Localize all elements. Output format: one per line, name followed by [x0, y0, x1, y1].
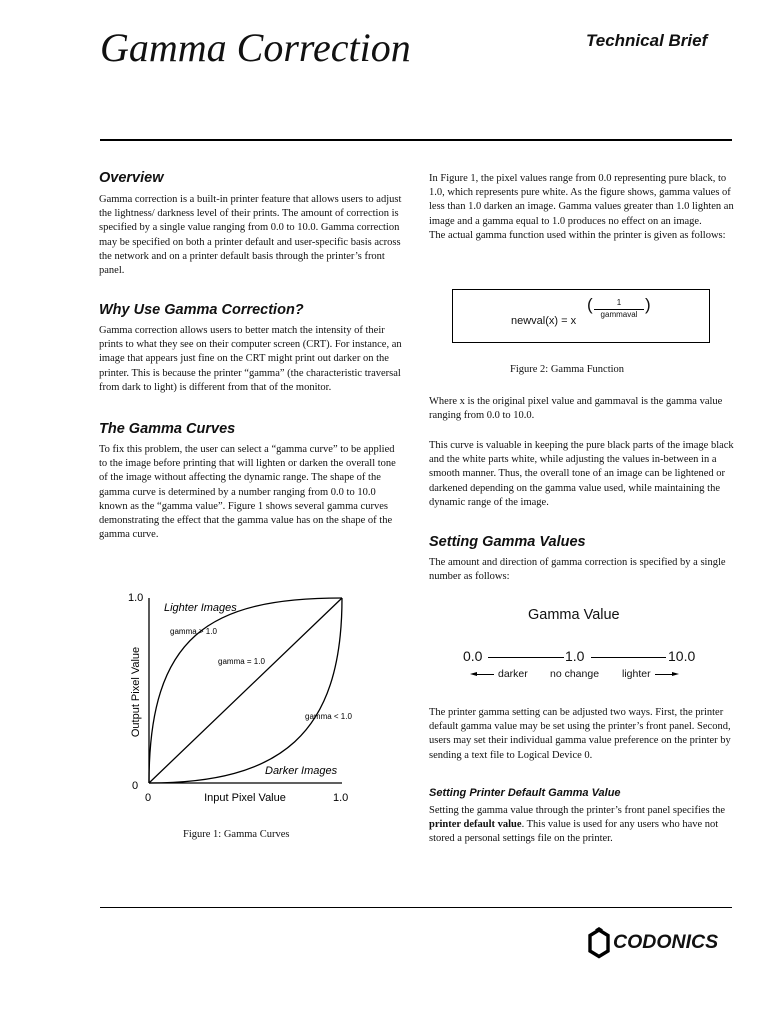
darker-arrow-icon	[470, 672, 494, 677]
default-gamma-text-start: Setting the gamma value through the printer’s front panel specifies the	[429, 805, 726, 816]
overview-heading: Overview	[99, 170, 164, 186]
overview-text: Gamma correction is a built-in printer feature that allows users to adjust the lightness/ darkness level of their prints. The amount of correction is specified by a single value ranging from 0.0 to 10.0. Gamma correction may be specified on both a printer default and user-specific basis across the network and on a printer default basis through the printer’s front panel.	[99, 194, 402, 277]
exponent-numerator: 1	[616, 298, 622, 307]
gamma-value-title: Gamma Value	[528, 607, 620, 623]
gamma-curves-figure	[120, 585, 370, 810]
exponent-open-paren: (	[587, 295, 593, 314]
codonics-hexagon-icon	[588, 927, 610, 959]
gamma-high-value: 10.0	[668, 648, 696, 664]
why-heading: Why Use Gamma Correction?	[99, 302, 304, 318]
gamma-gt-label: gamma > 1.0	[170, 627, 217, 636]
exponent-denominator: gammaval	[600, 310, 638, 319]
header-rule	[100, 139, 732, 141]
default-gamma-text	[429, 804, 734, 847]
codonics-logo	[588, 925, 738, 961]
gamma-low-value: 0.0	[463, 648, 483, 664]
figure-intro-text	[429, 172, 734, 243]
gamma-lt-label: gamma < 1.0	[305, 712, 352, 721]
why-text: Gamma correction allows users to better match the intensity of their prints to what they see on their computer screen (CRT). For instance, an image that appears just fine on the CRT might print out darker on the printer. This is because the printer “gamma” (the characteristic traversal from dark to light) is different from that of the monitor.	[99, 325, 402, 393]
where-text: Where x is the original pixel value and gammaval is the gamma value ranging from 0.0 to 10.0.	[429, 396, 723, 422]
x-end-tick-label: 1.0	[333, 792, 349, 804]
curves-text: To fix this problem, the user can select a “gamma curve” to be applied to the image before printing that will lighten or darken the overall tone of the image without affecting the dynamic range. The shape of the gamma curve is determined by a number ranging from 0.0 to 10.0 known as the “gamma value”. Figure 1 shows several gamma curves demonstrating the effect that the gamma value has on the shape of the gamma curve.	[99, 444, 396, 541]
document-title: Gamma Correction	[100, 25, 411, 70]
setting-text: The amount and direction of gamma correction is specified by a single number as follows:	[429, 557, 726, 583]
printer-default-value-term: printer default value	[429, 819, 522, 831]
document-type-label: Technical Brief	[586, 31, 708, 50]
lighter-images-label: Lighter Images	[164, 602, 237, 614]
no-change-label: no change	[550, 668, 600, 680]
gamma-function-box	[452, 289, 710, 343]
exponent-close-paren: )	[645, 295, 651, 314]
x-zero-tick-label: 0	[145, 792, 152, 804]
darker-label: darker	[498, 668, 528, 680]
curve-value-text: This curve is valuable in keeping the pure black parts of the image black and the white parts white, while adjusting the values in-between in a smooth manner. Thus, the overall tone of an image can be lightened or darkened depending on the gamma value used, while maintaining the dynamic range of the image.	[429, 440, 734, 508]
y-top-tick-label: 1.0	[128, 592, 144, 604]
curves-heading: The Gamma Curves	[99, 421, 236, 437]
default-gamma-heading: Setting Printer Default Gamma Value	[429, 787, 621, 799]
figure-intro-sentence-2: The actual gamma function used within the printer is given as follows:	[429, 229, 726, 241]
gamma-mid-value: 1.0	[565, 648, 585, 664]
figure1-caption: Figure 1: Gamma Curves	[183, 829, 290, 840]
y-zero-tick-label: 0	[132, 780, 139, 792]
x-axis-label: Input Pixel Value	[204, 792, 286, 804]
curve-gamma-eq-1	[149, 598, 342, 783]
darker-images-label: Darker Images	[265, 765, 338, 777]
gamma-scale-line-left	[488, 657, 564, 658]
gamma-scale-line-right	[591, 657, 666, 658]
setting-heading: Setting Gamma Values	[429, 534, 586, 550]
footer-rule	[100, 907, 732, 908]
adjust-text: The printer gamma setting can be adjusted two ways. First, the printer default gamma value may be set using the printer’s front panel. Second, users may set their individual gamma value preference on the printer by sending a text file to Logical Device 0.	[429, 707, 731, 761]
gamma-eq-label: gamma = 1.0	[218, 657, 265, 666]
figure2-caption: Figure 2: Gamma Function	[510, 364, 625, 375]
figure-intro-sentence: In Figure 1, the pixel values range from 0.0 representing pure black, to 1.0, which represents pure white. As the figure shows, gamma values of less than 1.0 darken an image. Gamma values greater than 1.0 lighten an image and a gamma equal to 1.0 produces no effect on an image.	[429, 173, 734, 227]
lighter-label: lighter	[622, 668, 651, 680]
codonics-wordmark: CODONICS	[613, 931, 719, 953]
formula-lhs: newval(x) = x	[511, 315, 577, 327]
y-axis-label: Output Pixel Value	[130, 646, 142, 738]
default-gamma-text-end: . This value is used for any users who have not stored a personal settings file on the printer.	[429, 819, 719, 845]
lighter-arrow-icon	[655, 672, 679, 677]
